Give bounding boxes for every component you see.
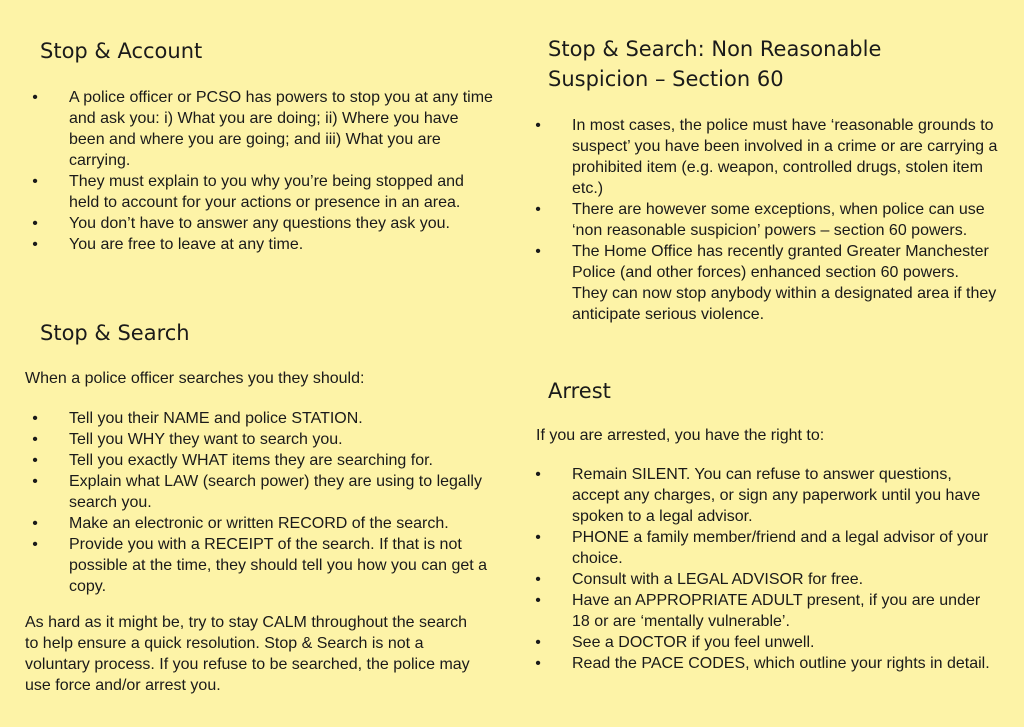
list-item bbox=[25, 213, 495, 234]
arrest-intro: If you are arrested, you have the right to: bbox=[536, 427, 825, 444]
stop-search-closing: As hard as it might be, try to stay CALM throughout the search to help ensure a quick resolution. Stop & Search is not a voluntary process. If you refuse to be searched, the police may use force and/or arrest you. bbox=[25, 614, 470, 694]
bullet-icon: • bbox=[535, 571, 541, 588]
list-item-text: The Home Office has recently granted Greater Manchester Police (and other forces) enhanced section 60 powers. They can now stop anybody within a designated area if they anticipate serious violence. bbox=[572, 243, 997, 323]
list-item-text: Make an electronic or written RECORD of the search. bbox=[69, 515, 449, 532]
bullet-icon: • bbox=[535, 592, 541, 609]
bullet-icon: • bbox=[32, 452, 38, 469]
bullet-icon: • bbox=[32, 536, 38, 553]
list-item bbox=[528, 115, 998, 199]
bullet-icon: • bbox=[535, 201, 541, 218]
bullet-icon: • bbox=[32, 410, 38, 427]
list-item bbox=[528, 464, 1002, 527]
list-item-text: A police officer or PCSO has powers to stop you at any time and ask you: i) What you are doing; ii) Where you have been and where you are going; and iii) What you are carrying. bbox=[69, 89, 493, 169]
bullet-icon: • bbox=[32, 515, 38, 532]
bullet-icon: • bbox=[535, 529, 541, 546]
bullet-icon: • bbox=[32, 236, 38, 253]
list-item bbox=[25, 234, 495, 255]
bullet-icon: • bbox=[32, 173, 38, 190]
list-item-text: Read the PACE CODES, which outline your rights in detail. bbox=[572, 655, 990, 672]
bullet-icon: • bbox=[535, 655, 541, 672]
list-item bbox=[25, 429, 497, 450]
section60-heading: Stop & Search: Non Reasonable Suspicion – Section 60 bbox=[548, 37, 882, 91]
list-item bbox=[25, 450, 497, 471]
list-item bbox=[25, 171, 495, 213]
list-item bbox=[25, 408, 497, 429]
list-item bbox=[25, 471, 497, 513]
list-item bbox=[528, 199, 998, 241]
bullet-icon: • bbox=[535, 466, 541, 483]
bullet-icon: • bbox=[535, 634, 541, 651]
arrest-list bbox=[528, 464, 1002, 674]
stop-search-intro: When a police officer searches you they should: bbox=[25, 370, 365, 387]
stop-search-heading: Stop & Search bbox=[40, 321, 190, 345]
section60-list bbox=[528, 115, 998, 325]
list-item-text: There are however some exceptions, when police can use ‘non reasonable suspicion’ powers – section 60 powers. bbox=[572, 201, 985, 239]
list-item bbox=[528, 590, 1002, 632]
bullet-icon: • bbox=[535, 243, 541, 260]
list-item-text: Tell you their NAME and police STATION. bbox=[69, 410, 363, 427]
list-item-text: PHONE a family member/friend and a legal advisor of your choice. bbox=[572, 529, 989, 567]
list-item bbox=[528, 569, 1002, 590]
stop-search-list bbox=[25, 408, 497, 597]
list-item-text: You are free to leave at any time. bbox=[69, 236, 304, 253]
bullet-icon: • bbox=[32, 431, 38, 448]
list-item bbox=[528, 632, 1002, 653]
stop-account-list bbox=[25, 87, 495, 255]
list-item-text: They must explain to you why you’re being stopped and held to account for your actions or presence in an area. bbox=[69, 173, 464, 211]
list-item bbox=[528, 241, 998, 325]
list-item-text: Explain what LAW (search power) they are using to legally search you. bbox=[69, 473, 482, 511]
list-item bbox=[25, 534, 497, 597]
bullet-icon: • bbox=[32, 215, 38, 232]
list-item-text: Have an APPROPRIATE ADULT present, if you are under 18 or are ‘mentally vulnerable’. bbox=[572, 592, 981, 630]
list-item-text: Tell you WHY they want to search you. bbox=[69, 431, 343, 448]
list-item bbox=[25, 87, 495, 171]
list-item-text: Provide you with a RECEIPT of the search. If that is not possible at the time, they should tell you how you can get a copy. bbox=[69, 536, 488, 595]
bullet-icon: • bbox=[535, 117, 541, 134]
bullet-icon: • bbox=[32, 89, 38, 106]
list-item bbox=[528, 653, 1002, 674]
list-item-text: You don’t have to answer any questions they ask you. bbox=[69, 215, 450, 232]
list-item-text: Tell you exactly WHAT items they are searching for. bbox=[69, 452, 433, 469]
stop-account-heading: Stop & Account bbox=[40, 39, 203, 63]
list-item-text: In most cases, the police must have ‘reasonable grounds to suspect’ you have been involved in a crime or are carrying a prohibited item (e.g. weapon, controlled drugs, stolen item etc.) bbox=[572, 117, 998, 197]
list-item bbox=[528, 527, 1002, 569]
list-item-text: Remain SILENT. You can refuse to answer questions, accept any charges, or sign any paperwork until you have spoken to a legal advisor. bbox=[572, 466, 981, 525]
list-item bbox=[25, 513, 497, 534]
list-item-text: Consult with a LEGAL ADVISOR for free. bbox=[572, 571, 864, 588]
arrest-heading: Arrest bbox=[548, 379, 611, 403]
bullet-icon: • bbox=[32, 473, 38, 490]
list-item-text: See a DOCTOR if you feel unwell. bbox=[572, 634, 815, 651]
